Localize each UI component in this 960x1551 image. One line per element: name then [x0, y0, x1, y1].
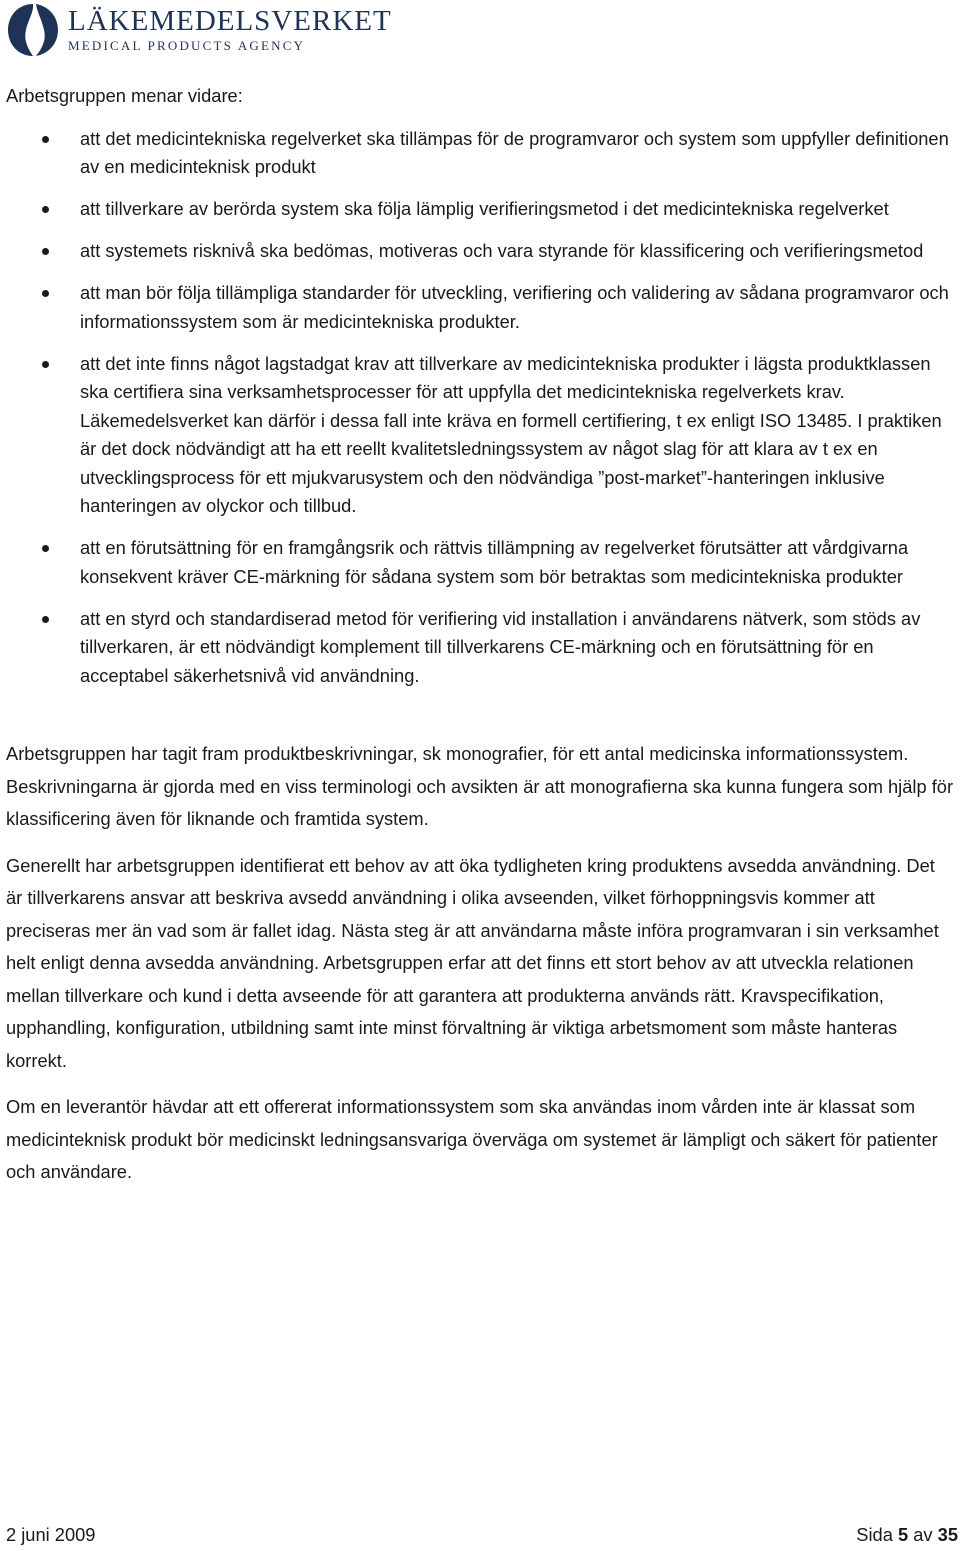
logo-subtitle: MEDICAL PRODUCTS AGENCY — [68, 38, 306, 53]
page-footer — [6, 1523, 958, 1547]
agency-logo-icon — [4, 2, 62, 58]
page-total: 35 — [937, 1524, 958, 1545]
list-item: att det medicintekniska regelverket ska tillämpas för de programvaror och system som uppfyller definitionen av en medicinteknisk produkt — [6, 125, 956, 182]
list-item: att man bör följa tillämpliga standarder för utveckling, verifiering och validering av sådana programvaror och informationssystem som är medicintekniska produkter. — [6, 279, 956, 336]
footer-date: 2 juni 2009 — [6, 1524, 96, 1545]
body-paragraph: Generellt har arbetsgruppen identifierat ett behov av att öka tydligheten kring produktens avsedda användning. Det är tillverkarens ansvar att beskriva avsedd användning i olika avseenden, vilket förhoppningsvis kommer att preciseras mer än vad som är fallet idag. Nästa steg är att användarna måste införa programvaran i sin verksamhet helt enligt denna avsedda användning. Arbetsgruppen erfar att det finns ett stort behov av att utveckla relationen mellan tillverkare och kund i detta avseende för att garantera att produkterna används rätt. Kravspecifikation, upphandling, konfiguration, utbildning samt inte minst förvaltning är viktiga arbetsmoment som måste hanteras korrekt. — [6, 854, 939, 1071]
bullet-list — [6, 125, 956, 691]
page-number — [856, 1523, 958, 1547]
document-body — [6, 82, 956, 1203]
list-item: att systemets risknivå ska bedömas, motiveras och vara styrande för klassificering och verifieringsmetod — [6, 237, 956, 266]
page-header — [4, 2, 392, 58]
page-current: 5 — [897, 1524, 909, 1545]
list-item: att en styrd och standardiserad metod för verifiering vid installation i användarens nätverk, som stöds av tillverkaren, är ett nödvändigt komplement till tillverkarens CE-märkning och en förutsättning för en acceptabel säkerhetsnivå vid användning. — [6, 605, 956, 691]
body-paragraph: Arbetsgruppen har tagit fram produktbeskrivningar, sk monografier, för ett antal medicinska informationssystem. Beskrivningarna är gjorda med en viss terminologi och avsikten är att monografierna ska kunna fungera som hjälp för klassificering även för liknande och framtida system. — [6, 743, 954, 829]
intro-paragraph: Arbetsgruppen menar vidare: — [6, 85, 243, 106]
logo-name: LÄKEMEDELSVERKET — [68, 5, 392, 37]
body-paragraph: Om en leverantör hävdar att ett offererat informationssystem som ska användas inom vården inte är klassat som medicinteknisk produkt bör medicinskt ledningsansvariga överväga om systemet är lämpligt och säkert för patienter och användare. — [6, 1096, 938, 1182]
page-prefix: Sida — [856, 1524, 893, 1545]
list-item: att en förutsättning för en framgångsrik och rättvis tillämpning av regelverket förutsätter att vårdgivarna konsekvent kräver CE-märkning för sådana system som bör betraktas som medicintekniska produkter — [6, 534, 956, 591]
list-item: att det inte finns något lagstadgat krav att tillverkare av medicintekniska produkter i lägsta produktklassen ska certifiera sina verksamhetsprocesser för att uppfylla det medicintekniska regelverkets krav. Läkemedelsverket kan därför i dessa fall inte kräva en formell certifiering, t ex enligt ISO 13485. I praktiken är det dock nödvändigt att ha ett reellt kvalitetsledningssystem av något slag för att klara av t ex en utvecklingsprocess för ett mjukvarusystem och den nödvändiga ”post-market”-hanteringen inklusive hanteringen av olyckor och tillbud. — [6, 350, 956, 521]
page-separator: av — [913, 1524, 933, 1545]
list-item: att tillverkare av berörda system ska följa lämplig verifieringsmetod i det medicintekniska regelverket — [6, 195, 956, 224]
